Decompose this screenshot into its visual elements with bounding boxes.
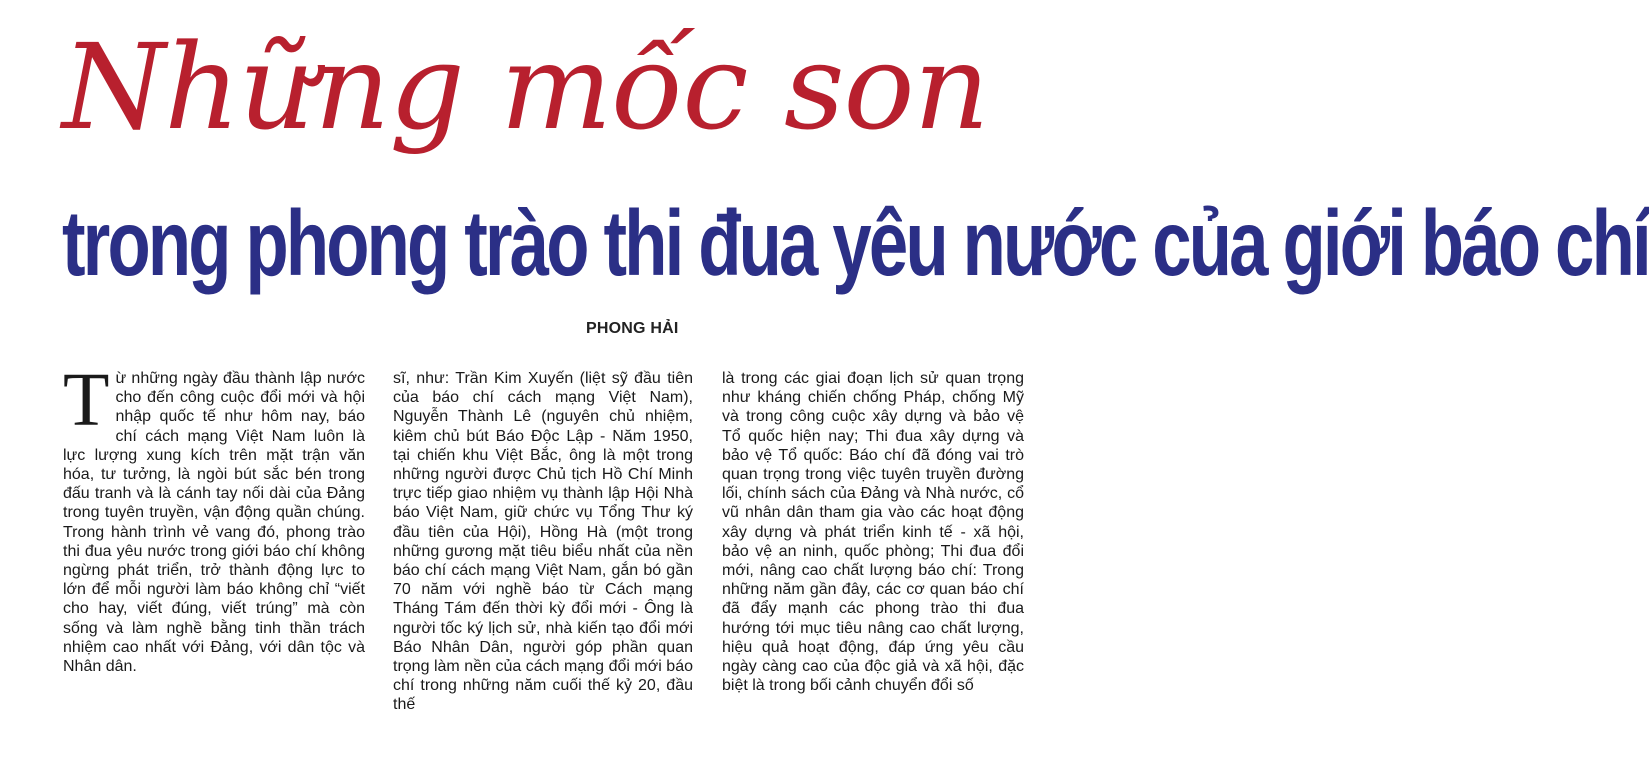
drop-cap: T	[63, 358, 110, 442]
article-title-main: trong phong trào thi đua yêu nước của giới báo chí	[62, 191, 1649, 296]
body-column-1	[63, 358, 365, 676]
column-1-text: ừ những ngày đầu thành lập nước cho đến công cuộc đổi mới và hội nhập quốc tế như hôm nay, báo chí cách mạng Việt Nam luôn là lực lượng xung kích trên mặt trận văn hóa, tư tưởng, là ngòi bút sắc bén trong đấu tranh và là cánh tay nối dài của Đảng trong tuyên truyền, vận động quần chúng. Trong hành trình vẻ vang đó, phong trào thi đua yêu nước trong giới báo chí không ngừng phát triển, trở thành động lực to lớn để mỗi người làm báo không chỉ “viết cho hay, viết đúng, viết trúng” mà còn sống và làm nghề bằng tinh thần trách nhiệm cao nhất với Đảng, với dân tộc và Nhân dân.	[63, 370, 365, 676]
column-2-text: sĩ, như: Trần Kim Xuyến (liệt sỹ đầu tiên của báo chí cách mạng Việt Nam), Nguyễn Thành Lê (nguyên chủ nhiệm, kiêm chủ bút Báo Độc Lập - Năm 1950, tại chiến khu Việt Bắc, ông là một trong những người được Chủ tịch Hồ Chí Minh trực tiếp giao nhiệm vụ thành lập Hội Nhà báo Việt Nam, giữ chức vụ Tổng Thư ký đầu tiên của Hội), Hồng Hà (một trong những gương mặt tiêu biểu nhất của nền báo chí cách mạng Việt Nam, gắn bó gần 70 năm với nghề báo từ Cách mạng Tháng Tám đến thời kỳ đổi mới - Ông là người tốc ký lịch sử, nhà kiến tạo đổi mới Báo Nhân Dân, người góp phần quan trọng làm nền của cách mạng đổi mới báo chí trong những năm cuối thế kỷ 20, đầu thế	[393, 370, 693, 714]
author-byline: PHONG HẢI	[586, 320, 679, 337]
body-column-3	[722, 369, 1024, 695]
article-title-script: Những mốc son	[62, 18, 989, 156]
column-3-text: là trong các giai đoạn lịch sử quan trọng như kháng chiến chống Pháp, chống Mỹ và trong công cuộc xây dựng và bảo vệ Tổ quốc hiện nay; Thi đua xây dựng và bảo vệ Tổ quốc: Báo chí đã đóng vai trò quan trọng trong việc tuyên truyền đường lối, chính sách của Đảng và Nhà nước, cổ vũ nhân dân tham gia vào các hoạt động xây dựng và phát triển kinh tế - xã hội, bảo vệ an ninh, quốc phòng; Thi đua đổi mới, nâng cao chất lượng báo chí: Trong những năm gần đây, các cơ quan báo chí đã đẩy mạnh các phong trào thi đua hướng tới mục tiêu nâng cao chất lượng, hiệu quả hoạt động, đáp ứng yêu cầu ngày càng cao của độc giả và xã hội, đặc biệt là trong bối cảnh chuyển đổi số	[722, 370, 1024, 695]
body-column-2	[393, 369, 693, 715]
